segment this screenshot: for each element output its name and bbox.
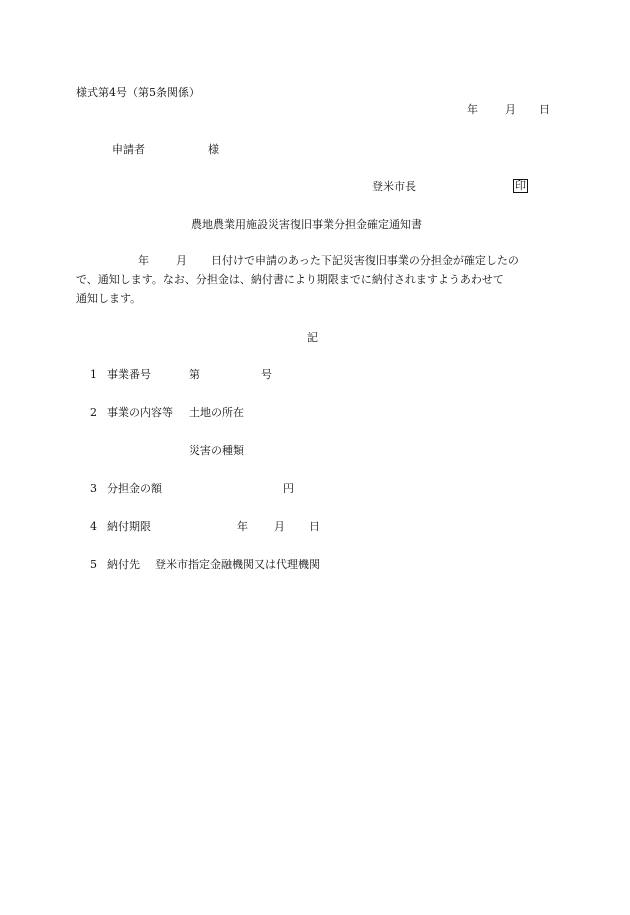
- body-month: 月: [176, 254, 187, 267]
- item-1-prefix: 第: [189, 368, 200, 381]
- item-1-label: 事業番号: [107, 368, 151, 381]
- date-year: 年: [467, 103, 478, 116]
- item-4-year: 年: [237, 520, 248, 533]
- body-line2: で、通知します。なお、分担金は、納付書により期限までに納付されますようあわせて: [76, 273, 504, 286]
- item-3-label: 分担金の額: [107, 482, 162, 495]
- body-line3: 通知します。: [76, 292, 142, 305]
- item-3-number: 3: [90, 482, 97, 495]
- item-2-disaster-type: 災害の種類: [189, 444, 244, 457]
- item-3-unit: 円: [283, 482, 294, 495]
- item-5-label: 納付先: [107, 558, 140, 571]
- item-4-month: 月: [274, 520, 285, 533]
- item-2-land-location: 土地の所在: [189, 406, 244, 419]
- body-year: 年: [138, 254, 149, 267]
- applicant-label: 申請者: [112, 143, 145, 156]
- item-4-day: 日: [309, 520, 320, 533]
- date-month: 月: [505, 103, 516, 116]
- item-2-label: 事業の内容等: [107, 406, 173, 419]
- seal-mark: [513, 179, 528, 193]
- date-day: 日: [539, 103, 550, 116]
- item-1-suffix: 号: [261, 368, 272, 381]
- seal-text: 印: [515, 179, 526, 192]
- issuer-title: 登米市長: [372, 180, 416, 193]
- record-heading: 記: [307, 331, 318, 344]
- document-title: 農地農業用施設災害復旧事業分担金確定通知書: [191, 218, 422, 231]
- item-2-number: 2: [90, 406, 97, 419]
- applicant-honorific: 様: [208, 143, 219, 156]
- item-4-label: 納付期限: [107, 520, 151, 533]
- item-5-number: 5: [90, 558, 97, 571]
- item-1-number: 1: [90, 368, 97, 381]
- form-label: 様式第4号（第5条関係）: [76, 86, 200, 99]
- body-line1-text: 日付けで申請のあった下記災害復旧事業の分担金が確定したの: [211, 254, 519, 267]
- item-5-value: 登米市指定金融機関又は代理機関: [155, 558, 320, 571]
- item-4-number: 4: [90, 520, 97, 533]
